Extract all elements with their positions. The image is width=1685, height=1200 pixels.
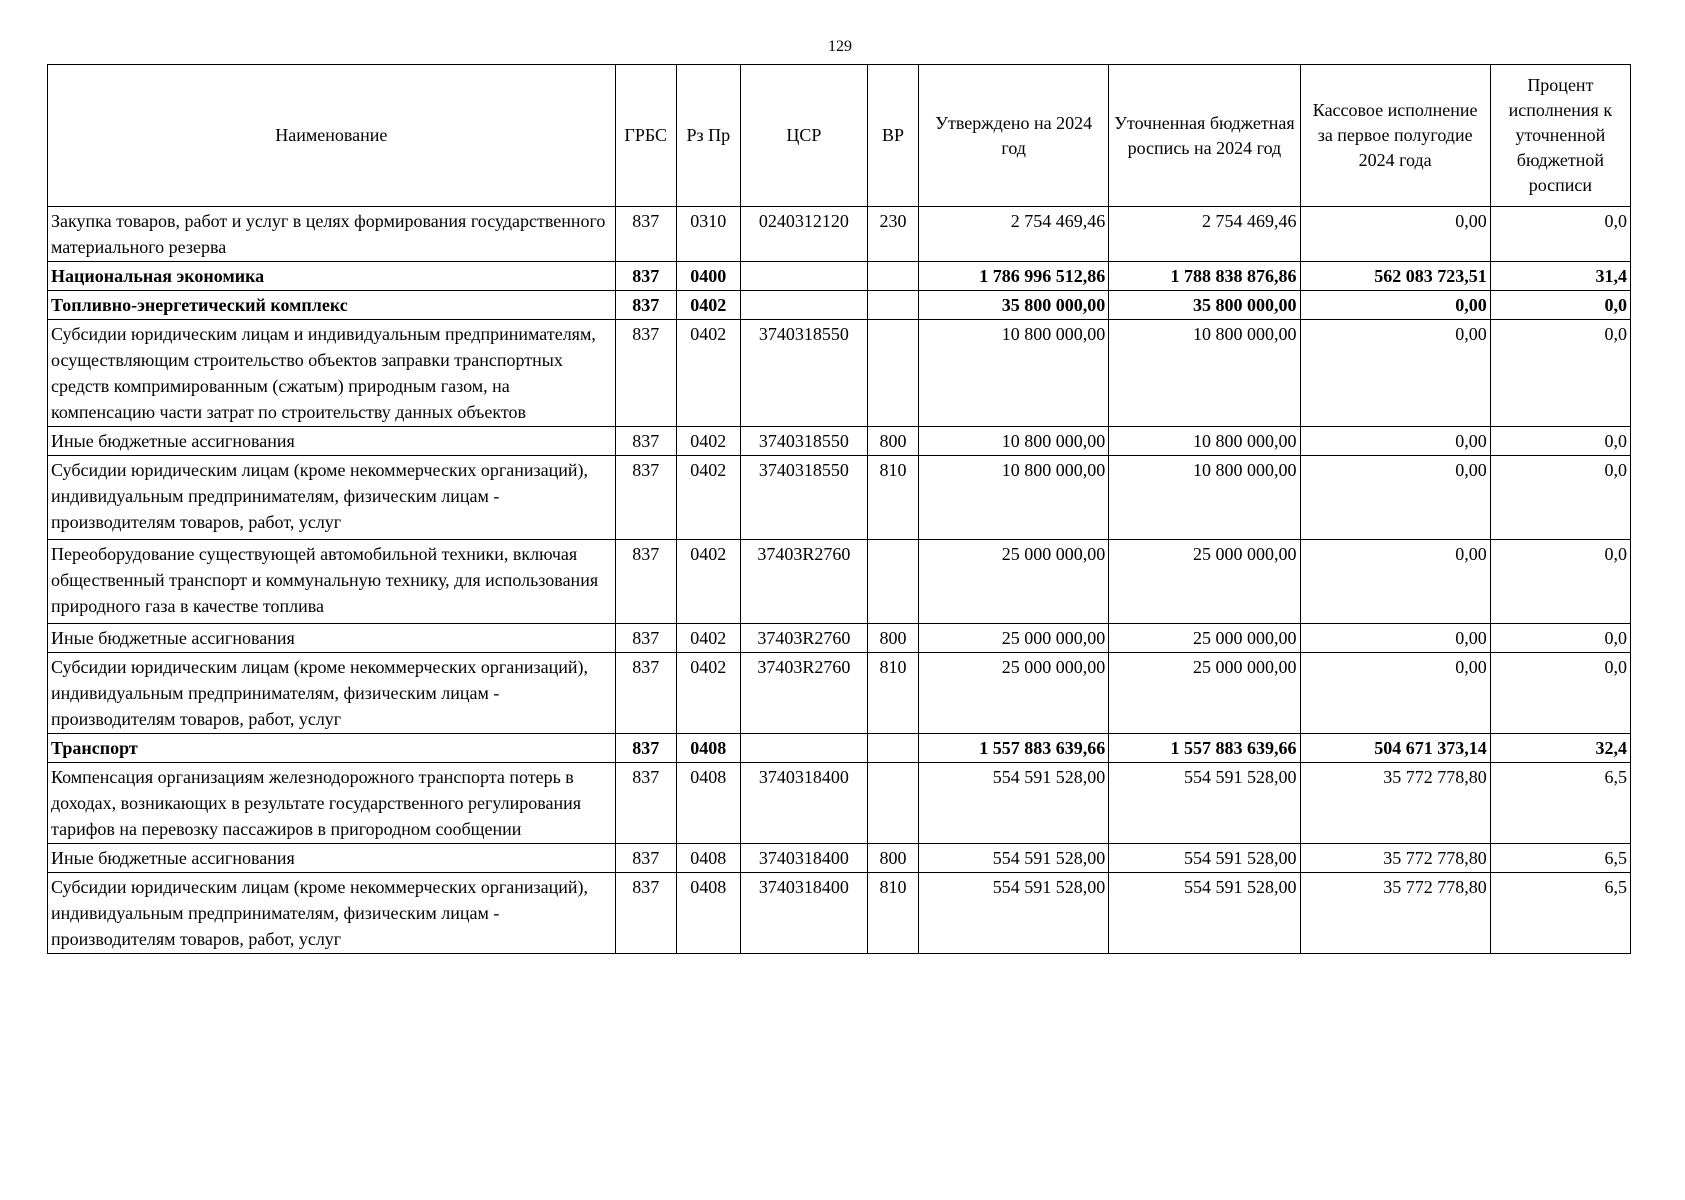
table-row-subsection <box>48 291 1631 320</box>
page-number: 129 <box>828 38 852 55</box>
cell-cash: 0,00 <box>1300 456 1490 540</box>
cell-rzpr: 0402 <box>676 540 740 624</box>
header-name: Наименование <box>48 65 616 207</box>
cell-refined: 25 000 000,00 <box>1109 653 1300 734</box>
cell-vr: 810 <box>868 653 919 734</box>
cell-vr <box>868 734 919 763</box>
cell-grbs: 837 <box>615 844 676 873</box>
cell-percent: 0,0 <box>1490 653 1630 734</box>
cell-vr: 800 <box>868 624 919 653</box>
cell-percent: 0,0 <box>1490 427 1630 456</box>
cell-percent: 0,0 <box>1490 540 1630 624</box>
cell-name: Транспорт <box>48 734 616 763</box>
header-cash: Кассовое исполнение за первое полугодие 2024 года <box>1300 65 1490 207</box>
table-row <box>48 844 1631 873</box>
cell-refined: 35 800 000,00 <box>1109 291 1300 320</box>
table-row <box>48 624 1631 653</box>
header-grbs: ГРБС <box>615 65 676 207</box>
cell-approved: 554 591 528,00 <box>919 763 1109 844</box>
cell-refined: 554 591 528,00 <box>1109 873 1300 954</box>
cell-grbs: 837 <box>615 734 676 763</box>
header-csr: ЦСР <box>740 65 867 207</box>
cell-rzpr: 0402 <box>676 291 740 320</box>
cell-rzpr: 0402 <box>676 653 740 734</box>
cell-refined: 10 800 000,00 <box>1109 456 1300 540</box>
cell-grbs: 837 <box>615 291 676 320</box>
cell-csr: 3740318400 <box>740 844 867 873</box>
cell-percent: 0,0 <box>1490 624 1630 653</box>
cell-name: Иные бюджетные ассигнования <box>48 427 616 456</box>
cell-name: Национальная экономика <box>48 262 616 291</box>
header-approved: Утверждено на 2024 год <box>919 65 1109 207</box>
cell-vr: 800 <box>868 844 919 873</box>
table-body <box>48 207 1631 954</box>
cell-csr: 37403R2760 <box>740 624 867 653</box>
cell-grbs: 837 <box>615 456 676 540</box>
cell-csr: 3740318550 <box>740 456 867 540</box>
cell-vr <box>868 763 919 844</box>
header-refined: Уточненная бюджетная роспись на 2024 год <box>1109 65 1300 207</box>
cell-cash: 35 772 778,80 <box>1300 844 1490 873</box>
cell-grbs: 837 <box>615 624 676 653</box>
cell-refined: 25 000 000,00 <box>1109 624 1300 653</box>
cell-cash: 0,00 <box>1300 427 1490 456</box>
table-row <box>48 873 1631 954</box>
table-header <box>48 65 1631 207</box>
cell-csr: 37403R2760 <box>740 540 867 624</box>
cell-percent: 32,4 <box>1490 734 1630 763</box>
cell-grbs: 837 <box>615 540 676 624</box>
cell-cash: 562 083 723,51 <box>1300 262 1490 291</box>
cell-percent: 6,5 <box>1490 873 1630 954</box>
cell-refined: 10 800 000,00 <box>1109 320 1300 427</box>
cell-csr <box>740 734 867 763</box>
cell-vr: 810 <box>868 873 919 954</box>
cell-grbs: 837 <box>615 320 676 427</box>
cell-grbs: 837 <box>615 207 676 262</box>
cell-cash: 0,00 <box>1300 624 1490 653</box>
cell-cash: 35 772 778,80 <box>1300 763 1490 844</box>
cell-percent: 0,0 <box>1490 320 1630 427</box>
cell-name: Иные бюджетные ассигнования <box>48 624 616 653</box>
cell-csr: 3740318550 <box>740 320 867 427</box>
table-row <box>48 320 1631 427</box>
cell-vr <box>868 262 919 291</box>
cell-vr <box>868 320 919 427</box>
cell-vr <box>868 540 919 624</box>
cell-rzpr: 0310 <box>676 207 740 262</box>
header-rzpr: Рз Пр <box>676 65 740 207</box>
cell-name: Закупка товаров, работ и услуг в целях формирования государственного материального резерва <box>48 207 616 262</box>
cell-approved: 10 800 000,00 <box>919 427 1109 456</box>
table-row <box>48 427 1631 456</box>
cell-percent: 31,4 <box>1490 262 1630 291</box>
table-row-section <box>48 262 1631 291</box>
cell-percent: 6,5 <box>1490 844 1630 873</box>
cell-rzpr: 0408 <box>676 844 740 873</box>
cell-approved: 1 786 996 512,86 <box>919 262 1109 291</box>
table-row <box>48 540 1631 624</box>
cell-rzpr: 0408 <box>676 734 740 763</box>
cell-vr <box>868 291 919 320</box>
cell-grbs: 837 <box>615 763 676 844</box>
cell-grbs: 837 <box>615 427 676 456</box>
cell-csr <box>740 262 867 291</box>
cell-refined: 554 591 528,00 <box>1109 844 1300 873</box>
cell-rzpr: 0402 <box>676 456 740 540</box>
cell-csr: 3740318400 <box>740 763 867 844</box>
cell-refined: 1 557 883 639,66 <box>1109 734 1300 763</box>
cell-refined: 2 754 469,46 <box>1109 207 1300 262</box>
cell-approved: 25 000 000,00 <box>919 653 1109 734</box>
cell-approved: 10 800 000,00 <box>919 456 1109 540</box>
table-row <box>48 456 1631 540</box>
cell-cash: 0,00 <box>1300 320 1490 427</box>
cell-name: Субсидии юридическим лицам и индивидуальным предпринимателям, осуществляющим строительство объектов заправки транспортных средств компримированным (сжатым) природным газом, на компенсацию части затрат по строительству данных объектов <box>48 320 616 427</box>
cell-grbs: 837 <box>615 653 676 734</box>
cell-cash: 0,00 <box>1300 653 1490 734</box>
cell-vr: 800 <box>868 427 919 456</box>
cell-cash: 0,00 <box>1300 207 1490 262</box>
cell-name: Переоборудование существующей автомобильной техники, включая общественный транспорт и коммунальную технику, для использования природного газа в качестве топлива <box>48 540 616 624</box>
cell-grbs: 837 <box>615 262 676 291</box>
cell-approved: 10 800 000,00 <box>919 320 1109 427</box>
cell-approved: 35 800 000,00 <box>919 291 1109 320</box>
cell-cash: 0,00 <box>1300 291 1490 320</box>
table-row <box>48 207 1631 262</box>
cell-approved: 554 591 528,00 <box>919 873 1109 954</box>
cell-percent: 0,0 <box>1490 456 1630 540</box>
cell-approved: 1 557 883 639,66 <box>919 734 1109 763</box>
cell-percent: 0,0 <box>1490 291 1630 320</box>
cell-approved: 2 754 469,46 <box>919 207 1109 262</box>
cell-approved: 554 591 528,00 <box>919 844 1109 873</box>
cell-cash: 504 671 373,14 <box>1300 734 1490 763</box>
cell-name: Иные бюджетные ассигнования <box>48 844 616 873</box>
cell-refined: 10 800 000,00 <box>1109 427 1300 456</box>
cell-approved: 25 000 000,00 <box>919 540 1109 624</box>
header-percent: Процент исполнения к уточненной бюджетной росписи <box>1490 65 1630 207</box>
cell-approved: 25 000 000,00 <box>919 624 1109 653</box>
cell-name: Субсидии юридическим лицам (кроме некоммерческих организаций), индивидуальным предпринимателям, физическим лицам - производителям товаров, работ, услуг <box>48 873 616 954</box>
cell-refined: 1 788 838 876,86 <box>1109 262 1300 291</box>
cell-name: Субсидии юридическим лицам (кроме некоммерческих организаций), индивидуальным предпринимателям, физическим лицам - производителям товаров, работ, услуг <box>48 653 616 734</box>
cell-csr: 3740318400 <box>740 873 867 954</box>
cell-csr: 3740318550 <box>740 427 867 456</box>
cell-rzpr: 0402 <box>676 320 740 427</box>
cell-percent: 6,5 <box>1490 763 1630 844</box>
table-row <box>48 653 1631 734</box>
header-vr: ВР <box>868 65 919 207</box>
cell-name: Субсидии юридическим лицам (кроме некоммерческих организаций), индивидуальным предпринимателям, физическим лицам - производителям товаров, работ, услуг <box>48 456 616 540</box>
cell-rzpr: 0402 <box>676 427 740 456</box>
cell-name: Топливно-энергетический комплекс <box>48 291 616 320</box>
table-row-subsection <box>48 734 1631 763</box>
cell-csr: 37403R2760 <box>740 653 867 734</box>
cell-name: Компенсация организациям железнодорожного транспорта потерь в доходах, возникающих в результате государственного регулирования тарифов на перевозку пассажиров в пригородном сообщении <box>48 763 616 844</box>
cell-rzpr: 0408 <box>676 873 740 954</box>
cell-percent: 0,0 <box>1490 207 1630 262</box>
cell-rzpr: 0400 <box>676 262 740 291</box>
cell-vr: 230 <box>868 207 919 262</box>
cell-cash: 0,00 <box>1300 540 1490 624</box>
cell-rzpr: 0402 <box>676 624 740 653</box>
cell-csr: 0240312120 <box>740 207 867 262</box>
budget-table <box>47 64 1631 954</box>
cell-cash: 35 772 778,80 <box>1300 873 1490 954</box>
cell-refined: 554 591 528,00 <box>1109 763 1300 844</box>
cell-grbs: 837 <box>615 873 676 954</box>
table-row <box>48 763 1631 844</box>
cell-refined: 25 000 000,00 <box>1109 540 1300 624</box>
cell-csr <box>740 291 867 320</box>
cell-rzpr: 0408 <box>676 763 740 844</box>
cell-vr: 810 <box>868 456 919 540</box>
